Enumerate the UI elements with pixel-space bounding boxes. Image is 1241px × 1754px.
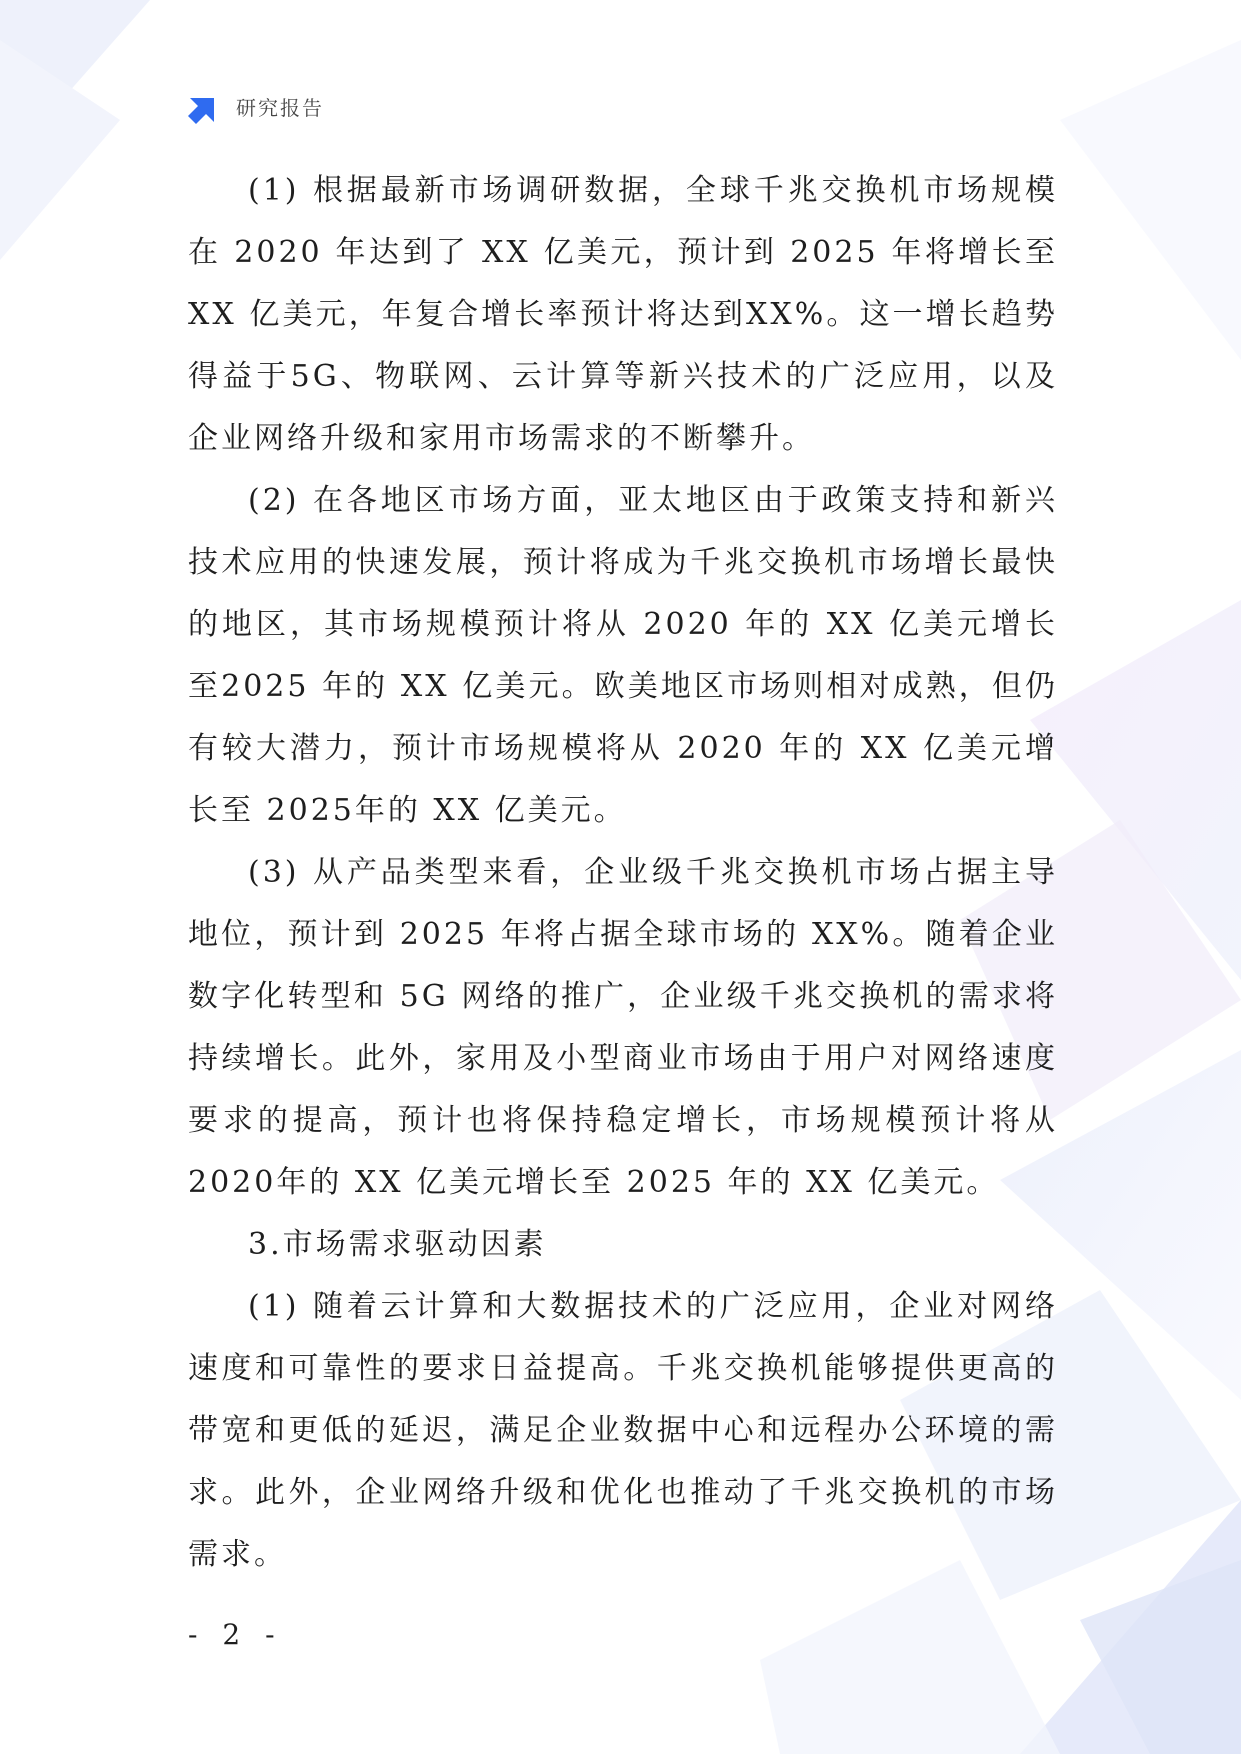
report-label: 研究报告 <box>236 95 324 120</box>
arrow-up-right-icon <box>188 88 224 124</box>
paragraph: (1) 随着云计算和大数据技术的广泛应用，企业对网络速度和可靠性的要求日益提高。千兆交换机能够提供更高的带宽和更低的延迟，满足企业数据中心和远程办公环境的需求。此外，企业网络升级和优化也推动了千兆交换机的市场需求。 <box>188 1289 1058 1572</box>
page-header <box>188 88 324 124</box>
paragraph: (3) 从产品类型来看，企业级千兆交换机市场占据主导地位，预计到 2025 年将占据全球市场的 XX%。随着企业数字化转型和 5G 网络的推广，企业级千兆交换机的需求将持续增长。此外，家用及小型商业市场由于用户对网络速度要求的提高，预计也将保持稳定增长，市场规模预计将从 2020年的 XX 亿美元增长至 2025 年的 XX 亿美元。 <box>188 855 1058 1200</box>
paragraph: (2) 在各地区市场方面，亚太地区由于政策支持和新兴技术应用的快速发展，预计将成为千兆交换机市场增长最快的地区，其市场规模预计将从 2020 年的 XX 亿美元增长至2025 年的 XX 亿美元。欧美地区市场则相对成熟，但仍有较大潜力，预计市场规模将从 2020 年的 XX 亿美元增长至 2025年的 XX 亿美元。 <box>188 483 1058 828</box>
paragraph: (1) 根据最新市场调研数据，全球千兆交换机市场规模在 2020 年达到了 XX 亿美元，预计到 2025 年将增长至 XX 亿美元，年复合增长率预计将达到XX%。这一增长趋势得益于5G、物联网、云计算等新兴技术的广泛应用，以及企业网络升级和家用市场需求的不断攀升。 <box>188 173 1058 456</box>
page-number: - 2 - <box>188 1618 283 1651</box>
document-body <box>188 160 1058 1586</box>
section-heading: 3.市场需求驱动因素 <box>248 1227 547 1262</box>
